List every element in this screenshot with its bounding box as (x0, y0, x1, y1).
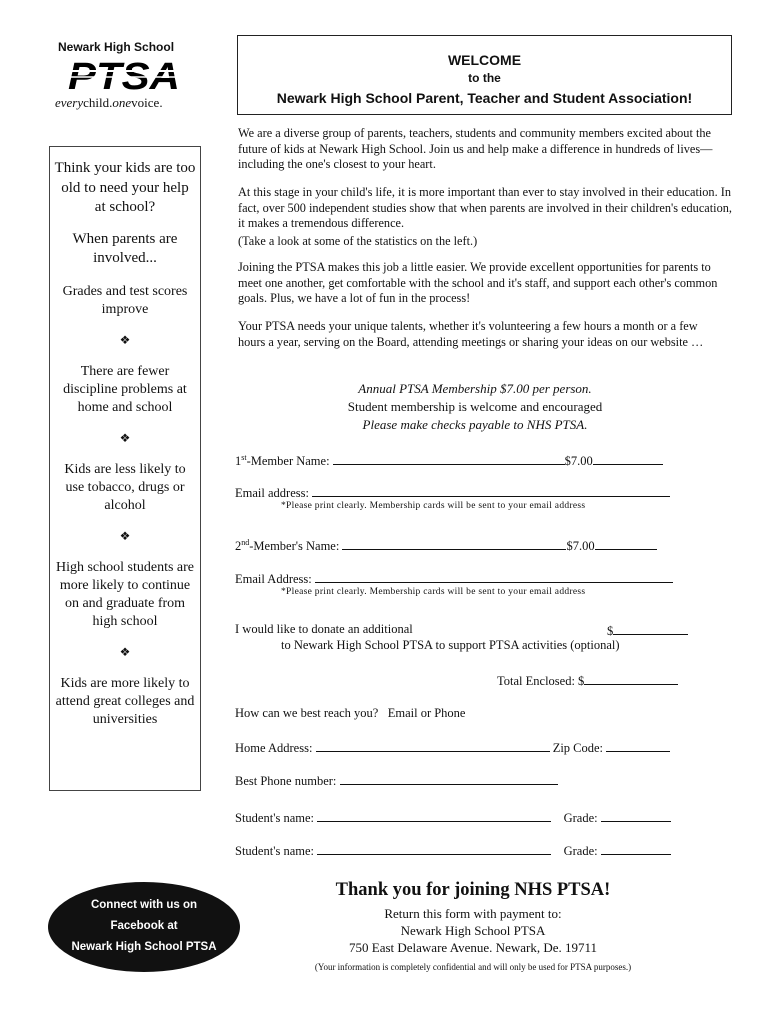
zip-code-field[interactable] (606, 739, 670, 752)
email2-note: *Please print clearly. Membership cards will be sent to your email address (281, 587, 586, 597)
diamond-separator-icon: ❖ (119, 332, 131, 347)
return-address: 750 East Delaware Avenue. Newark, De. 19711 (349, 940, 597, 955)
reach-options[interactable]: Email or Phone (387, 706, 466, 720)
email1-field[interactable] (312, 484, 670, 497)
total-row: Total Enclosed: $ (497, 672, 678, 689)
student1-grade-field[interactable] (601, 809, 671, 822)
annual-membership: Annual PTSA Membership $7.00 per person. (358, 381, 592, 396)
home-address-row: Home Address: Zip Code: (235, 739, 670, 756)
connect-line-3: Newark High School PTSA (71, 941, 217, 953)
welcome-org: Newark High School Parent, Teacher and Student Association! (276, 90, 693, 106)
return-org: Newark High School PTSA (400, 923, 546, 938)
student1-name-field[interactable] (317, 809, 551, 822)
facebook-connect-badge[interactable] (48, 882, 240, 972)
welcome-box (237, 35, 732, 115)
diamond-separator-icon: ❖ (119, 528, 131, 543)
member1-row: 1st-Member Name: $7.00 (235, 452, 663, 469)
member2-fee-field[interactable] (595, 537, 657, 550)
member2-row: 2nd-Member's Name: $7.00 (235, 537, 657, 554)
logo-school-name: Newark High School (58, 40, 175, 54)
sidebar-heading: Think your kids are too old to need your help at school? (54, 160, 196, 215)
reach-row: How can we best reach you? Email or Phone (235, 706, 466, 720)
ptsa-logo (66, 55, 186, 95)
home-address-field[interactable] (316, 739, 550, 752)
donate-amount-row: $ (607, 622, 688, 639)
donate-sub: to Newark High School PTSA to support PTSA activities (optional) (281, 638, 620, 652)
student2-grade-field[interactable] (601, 842, 671, 855)
ptsa-logo-text: PTSA (68, 56, 180, 95)
return-instructions: Return this form with payment to: (384, 906, 562, 921)
thank-you-title: Thank you for joining NHS PTSA! (335, 880, 611, 900)
sidebar-item: Kids are less likely to use tobacco, drugs or alcohol (64, 461, 186, 513)
intro-paragraph-1: We are a diverse group of parents, teachers, students and community members excited about the future of kids at Newark High School. Join us and help make a difference in hundreds of lives—including the one's closest to your heart. (238, 126, 713, 171)
welcome-title: WELCOME (447, 52, 522, 68)
member1-name-field[interactable] (333, 452, 565, 465)
member2-name-field[interactable] (342, 537, 566, 550)
member1-fee-field[interactable] (593, 452, 663, 465)
phone-row: Best Phone number: (235, 772, 558, 789)
welcome-to: to the (468, 71, 501, 85)
checks-payable: Please make checks payable to NHS PTSA. (362, 417, 588, 432)
connect-line-1: Connect with us on (90, 899, 198, 911)
sidebar-item: Grades and test scores improve (62, 283, 188, 317)
connect-line-2: Facebook at (110, 920, 178, 932)
intro-paragraph-4: Your PTSA needs your unique talents, whether it's volunteering a few hours a month or a few hours a year, serving on the Board, attending meetings or sharing your ideas on our website … (238, 319, 704, 349)
email2-row: Email Address: (235, 570, 673, 587)
sidebar-item: High school students are more likely to continue on and graduate from high school (55, 559, 195, 629)
student-membership: Student membership is welcome and encouraged (347, 399, 603, 414)
donate-amount-field[interactable] (613, 622, 688, 635)
sidebar-item: Kids are more likely to attend great colleges and universities (55, 675, 195, 727)
student2-name-field[interactable] (317, 842, 551, 855)
sidebar-when: When parents are involved... (72, 230, 178, 266)
total-field[interactable] (584, 672, 678, 685)
donate-row: I would like to donate an additional (235, 622, 413, 636)
intro-paragraph-2: At this stage in your child's life, it is more important than ever to stay involved in their education. In fact, over 500 independent studies show that when parents are involved in their children's education, it makes a tremendous difference. (238, 185, 732, 230)
confidentiality-note: (Your information is completely confidential and will only be used for PTSA purposes.) (314, 962, 632, 972)
thank-you-section (238, 880, 708, 972)
sidebar-item: There are fewer discipline problems at home and school (63, 363, 187, 415)
student2-row: Student's name: Grade: (235, 842, 671, 859)
sidebar-statistics (49, 146, 201, 791)
diamond-separator-icon: ❖ (119, 430, 131, 445)
intro-paragraph-2b: (Take a look at some of the statistics on the left.) (238, 234, 478, 248)
student1-row: Student's name: Grade: (235, 809, 671, 826)
email1-row: Email address: (235, 484, 670, 501)
email1-note: *Please print clearly. Membership cards will be sent to your email address (281, 501, 586, 511)
phone-field[interactable] (340, 772, 558, 785)
email2-field[interactable] (315, 570, 673, 583)
logo-tagline: everychild.onevoice. (55, 95, 163, 110)
diamond-separator-icon: ❖ (119, 644, 131, 659)
intro-paragraph-3: Joining the PTSA makes this job a little easier. We provide excellent opportunities for parents to meet one another, get comfortable with the school and it's staff, and support each other's common goals. Plus, we have a lot of fun in the process! (238, 260, 718, 305)
